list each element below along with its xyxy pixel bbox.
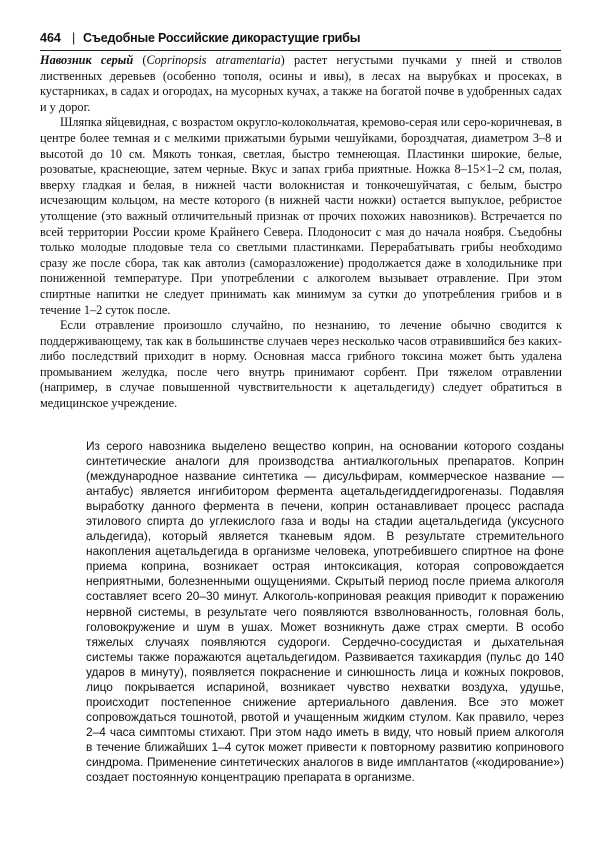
coprine-note-text: Из серого навозника выделено вещество коприн, на основании которого созданы синтетические аналоги для производства антиалкогольных препаратов. Коприн (международное название синтетика — дисульфирам, коммерческое название — антабус) является ингибитором фермента ацетальдегиддегидрогеназы. Подавляя выработку данного фермента в печени, коприн останавливает процесс распада этилового спирта до углекислого газа и воды на стадии ацетальдегида (уксусного альдегида), который является тканевым ядом. В результате стремительного накопления ацетальдегида в организме человека, употребившего спиртное на фоне приема коприна, возникает острая интоксикация, которая сопровождается неприятными, болезненными ощущениями. Скрытый период после приема алкоголя составляет всего 20–30 минут. Алкоголь-коприновая реакция приводит к поражению нервной системы, в результате чего появляются взволнованность, головная боль, головокружение и шум в ушах. Может возникнуть даже страх смерти. В особо тяжелых случаях появляются судороги. Сердечно-сосудистая и дыхательная системы также поражаются ацетальдегидом. Развивается тахикардия (пульс до 140 ударов в минуту), появляется покраснение и синюшность лица и кожных покровов, лицо покрывается испариной, возникает чувство нехватки воздуха, удушье, происходит постепенное снижение артериального давления. Все это может сопровождаться тошнотой, рвотой и учащенным жидким стулом. Как правило, через 2–4 часа симптомы стихают. При этом надо иметь в виду, что новый прием алкоголя в течение ближайших 1–4 суток может привести к повторному развитию копринового синдрома. Применение синтетических аналогов в виде имплантатов («кодирование») создает постоянную концентрацию препарата в организме. (86, 439, 564, 785)
coprine-note (86, 439, 564, 785)
book-title: Съедобные Российские дикорастущие грибы (83, 31, 361, 45)
header-rule (40, 50, 561, 51)
running-header (40, 31, 560, 49)
description-paragraph: Шляпка яйцевидная, с возрастом округло-колокольчатая, кремово-серая или серо-коричневая, в центре более темная и с мелкими прижатыми бурыми чешуйками, бороздчатая, диаметром 3–8 и высотой до 10 см. Мякоть тонкая, светлая, быстро темнеющая. Пластинки широкие, белые, розоватые, краснеющие, затем черные. Вкус и запах гриба приятные. Ножка 8–15×1–2 см, полая, вверху гладкая и белая, в нижней части волокнистая и тонкочешуйчатая, с белым, быстро исчезающим кольцом, на месте которого (в нижней части ножки) остается выпуклое, ребристое утолщение (это важный отличительный признак от прочих похожих навозников). Встречается по всей территории России кроме Крайнего Севера. Плодоносит с мая до начала ноября. Съедобны только молодые плодовые тела со светлыми пластинками. Перерабатывать грибы необходимо сразу же после сбора, так как автолиз (саморазложение) продолжается даже в холодильнике при пониженной температуре. При употреблении с алкоголем вызывает отравление. При этом спиртные напитки не следует принимать как минимум за сутки до употребления грибов и в течение 1–2 суток после. (40, 115, 562, 317)
page-number: 464 (40, 31, 61, 45)
species-name: Навозник серый (40, 53, 134, 67)
main-text (40, 53, 562, 412)
habitat-text: ) растет негустыми пучками у пней и стволов лиственных деревьев (особенно тополя, осины и ивы), в лесах на вырубках и просеках, в кустарниках, в садах и огородах, на мусорных кучах, а также на богатой почве в удобренных садах и у дорог. (40, 53, 563, 114)
latin-open-paren: ( (142, 53, 147, 67)
species-latin-name: Coprinopsis atramentaria (146, 53, 281, 67)
species-paragraph (40, 53, 562, 115)
poisoning-paragraph: Если отравление произошло случайно, по незнанию, то лечение обычно сводится к поддерживающему, так как в большинстве случаев через несколько часов отравившийся без каких-либо последствий приходит в норму. Основная масса грибного токсина может быть удалена промыванием желудка, после чего внутрь принимают сорбент. При тяжелом отравлении (например, в случае повышенной чувствительности к ацетальдегиду) следует обратиться в медицинское учреждение. (40, 318, 562, 411)
header-separator: | (72, 31, 76, 45)
